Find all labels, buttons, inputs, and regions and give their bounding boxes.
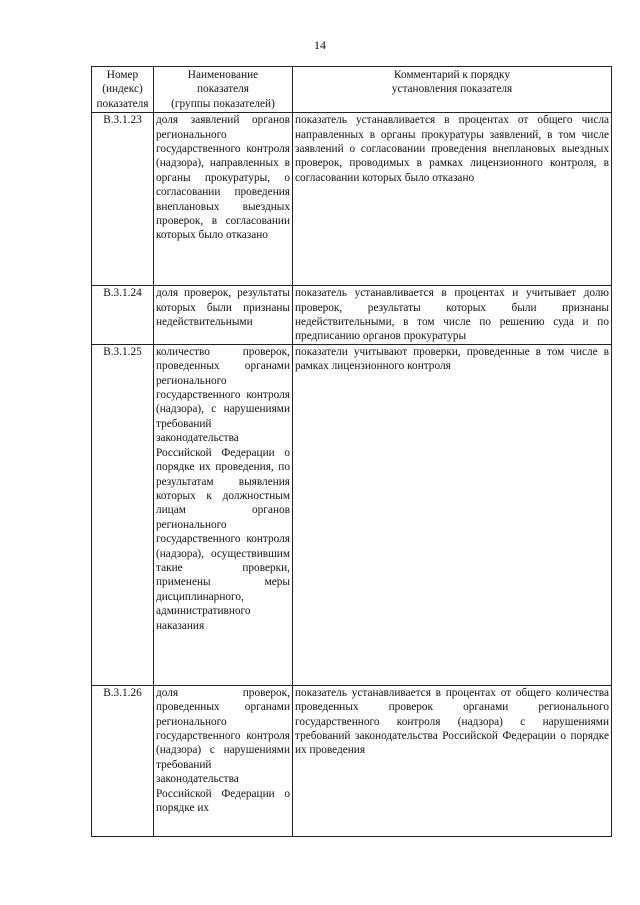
- indicator-code: В.3.1.25: [92, 344, 154, 685]
- indicator-name: доля проверок, результаты которых были признаны недействительными: [154, 286, 293, 345]
- page-number: 14: [314, 38, 326, 52]
- indicator-name: доля заявлений органов регионального государственного контроля (надзора), направленных в органы прокуратуры, о согласовании проведения внеплановых выездных проверок, в согласовании которых было отказано: [154, 113, 293, 286]
- indicator-comment: показатель устанавливается в процентах и учитывает долю проверок, результаты которых были признаны недействительными, в том числе по решению суда и по предписанию органов прокуратуры: [293, 286, 612, 345]
- indicator-code: В.3.1.24: [92, 286, 154, 345]
- table-row: [92, 344, 612, 685]
- table-row: [92, 286, 612, 345]
- indicator-comment: показатели учитывают проверки, проведенные в том числе в рамках лицензионного контроля: [293, 344, 612, 685]
- table-row: [92, 113, 612, 286]
- table-header-row: [92, 67, 612, 113]
- indicator-code: В.3.1.23: [92, 113, 154, 286]
- indicator-name: доля проверок, проведенных органами регионального государственного контроля (надзора) с нарушениями требований законодательства Российской Федерации о порядке их: [154, 685, 293, 836]
- indicator-name: количество проверок, проведенных органами регионального государственного контроля (надзора), с нарушениями требований законодательства Российской Федерации о порядке их проведения, по результатам выявления которых к должностным лицам органов регионального государственного контроля (надзора), осуществившим такие проверки, применены меры дисциплинарного, административного наказания: [154, 344, 293, 685]
- header-code: Номер (индекс) показателя: [92, 67, 154, 113]
- table-row: [92, 685, 612, 836]
- header-comment: Комментарий к порядку установления показателя: [293, 67, 612, 113]
- indicator-comment: показатель устанавливается в процентах от общего количества проведенных проверок органами регионального государственного контроля (надзора) с нарушениями требований законодательства Российской Федерации о порядке их проведения: [293, 685, 612, 836]
- indicators-table: [91, 66, 612, 837]
- header-name: Наименование показателя (группы показателей): [154, 67, 293, 113]
- indicator-code: В.3.1.26: [92, 685, 154, 836]
- indicator-comment: показатель устанавливается в процентах от общего числа направленных в органы прокуратуры заявлений, в том числе заявлений о согласовании проведения внеплановых выездных проверок, проводимых в рамках лицензионного контроля, в согласовании которых было отказано: [293, 113, 612, 286]
